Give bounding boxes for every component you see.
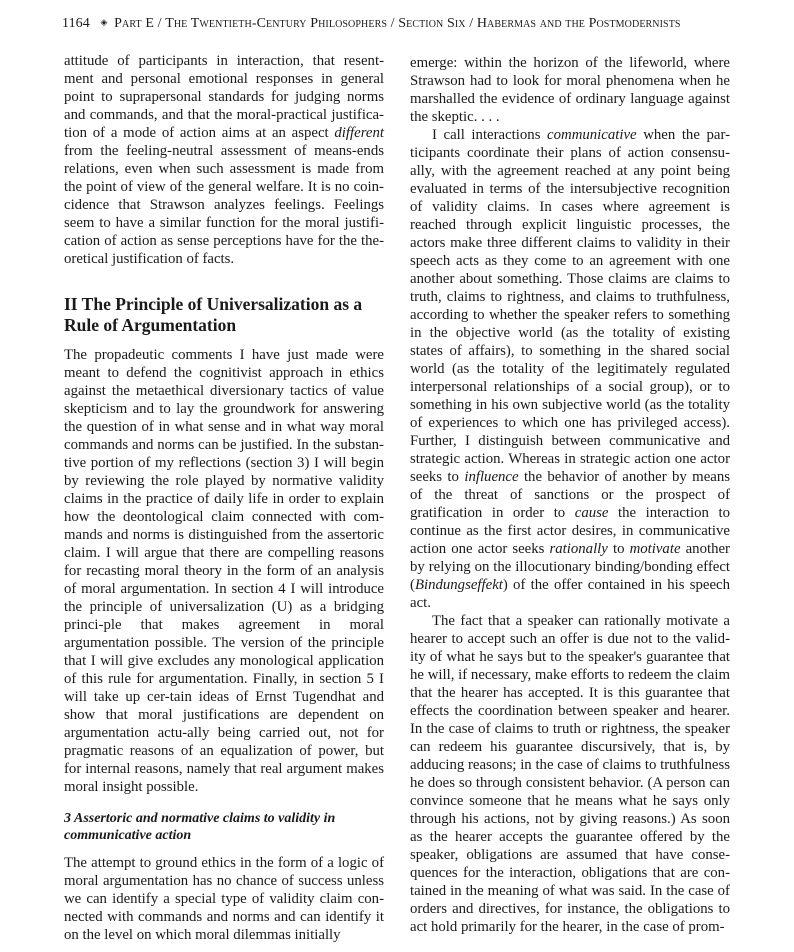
text-run: attitude of participants in interaction, that resent- xyxy=(64,53,384,69)
text-run: the behavior of another by means of the threat of sanctions or the prospect of gratification in order to xyxy=(410,469,730,521)
emphasis: cause xyxy=(574,505,609,521)
text-run: when the par-ticipants coordinate their plans of action consensu-ally, with the agreement reached at any point being evaluated in terms of the intersubjective recognition of validity claims. In cases where agreement is reached through explicit linguistic processes, the actors make three different claims to validity in their speech acts as they come to an agreement with one another about something. Those claims are claims to truth, claims to rightness, and claims to truthfulness, according to whether the speaker refers to something in the objective world (as the totality of existing states of affairs), to something in the shared social world (as the totality of the legitimately regulated interpersonal relationships of a social group), or to something in his own subjective world (as the totality of experiences to which one has privileged access). Further, I distinguish between communicative and strategic action. Whereas in strategic action one actor seeks to xyxy=(410,127,730,485)
text-run: ment and personal emotional responses in general point to suprapersonal standards for judging norms and commands, and that the moral-practical justifica- xyxy=(64,71,384,123)
paragraph xyxy=(64,52,384,268)
text-run: tion of a mode of action aims at an aspect xyxy=(64,125,335,141)
paragraph: The propadeutic comments I have just made were meant to defend the cognitivist approach in ethics against the metaethical diversionary tactics of value skepticism and to lay the groundwork for answering the question of in what sense and in what way moral commands and norms can be justified. In the substan-tive portion of my reflections (section 3) I will begin by reviewing the role played by normative validity claims in the practice of daily life in order to explain how the deontological claim connected with com-mands and norms is distinguished from the assertoric claim. I will argue that there are compelling reasons for recasting moral theory in the form of an analysis of moral argumentation. In section 4 I will introduce the principle of universalization (U) as a bridging princi-ple that makes agreement in moral argumentation possible. The version of the principle that I will give excludes any monological application of this rule for argumentation. Finally, in section 5 I will take up cer-tain ideas of Ernst Tugendhat and show that moral justifications are dependent on argumentation actu-ally being carried out, not for pragmatic reasons of an equalization of power, but for internal reasons, namely that real argument makes moral insight possible. xyxy=(64,347,384,795)
section-heading: II The Principle of Universalization as a Rule of Argumentation xyxy=(64,294,363,335)
emphasis: rationally xyxy=(549,541,608,557)
emphasis: motivate xyxy=(629,541,681,557)
emphasis: Bindungseffekt xyxy=(414,577,503,593)
paragraph: The attempt to ground ethics in the form of a logic of moral argumentation has no chance of success unless we can identify a special type of validity claim con-nected with commands and norms and can identify it on the level on which moral dilemmas initially xyxy=(64,855,384,943)
left-column xyxy=(64,52,384,944)
subsection-heading: 3 Assertoric and normative claims to validity in communicative action xyxy=(64,811,336,843)
separator-slash: / xyxy=(390,16,395,31)
paragraph xyxy=(410,126,730,612)
page-number: 1164 xyxy=(62,16,90,31)
text-run: to xyxy=(607,541,630,557)
emphasis: communicative xyxy=(547,127,637,143)
text-run: I call interactions xyxy=(432,127,548,143)
text-run: from the feeling-neutral assessment of means-ends relations, even when such assessment is made from the point of view of the general welfare. It is no coin- xyxy=(64,143,384,195)
emphasis: different xyxy=(334,125,384,141)
text-run: cation of action as sense perceptions have for the the- xyxy=(64,233,384,249)
text-run: the interaction to continue as the first actor desires, in communicative action one actor seeks xyxy=(410,505,730,557)
separator-slash: / xyxy=(469,16,474,31)
right-column xyxy=(410,54,730,936)
paragraph: The fact that a speaker can rationally motivate a hearer to accept such an offer is due not to the valid-ity of what he says but to the speaker's guarantee that he will, if necessary, make efforts to redeem the claim that the hearer has accepted. It is this guarantee that effects the coordination between speaker and hearer. In the case of claims to truth or rightness, the speaker can redeem his guarantee discursively, that is, by adducing reasons; in the case of claims to truthfulness he does so through consistent behavior. (A person can convince someone that he means what he says only through his actions, not by giving reasons.) As soon as the hearer accepts the guarantee offered by the speaker, obligations are assumed that have conse-quences for the interaction, obligations that are con-tained in the meaning of what was said. In the case of orders and directives, for instance, the obligations to act hold primarily for the hearer, in the case of prom- xyxy=(410,613,730,935)
section-label: Section Six xyxy=(398,16,466,31)
text-run: cidence that Strawson analyzes feelings. Feelings seem to have a similar function for the moral justifi- xyxy=(64,197,384,231)
text-run: another by relying on the illocutionary binding/bonding effect ( xyxy=(410,541,730,593)
paragraph: emerge: within the horizon of the lifeworld, where Strawson had to look for moral phenomena when he marshalled the evidence of ordinary language against the skeptic. . . . xyxy=(410,55,730,125)
diamond-ornament-icon: ◈ xyxy=(100,17,108,27)
emphasis: influence xyxy=(464,469,519,485)
separator-slash: / xyxy=(157,16,162,31)
book-title: The Twentieth-Century Philosophers xyxy=(165,16,388,31)
section-title: Habermas and the Postmodernists xyxy=(476,16,681,31)
running-head xyxy=(62,16,762,32)
part-label: Part E xyxy=(114,16,154,31)
text-run: oretical justification of facts. xyxy=(64,251,235,267)
text-run: ) of the offer contained in his speech act. xyxy=(410,577,730,611)
